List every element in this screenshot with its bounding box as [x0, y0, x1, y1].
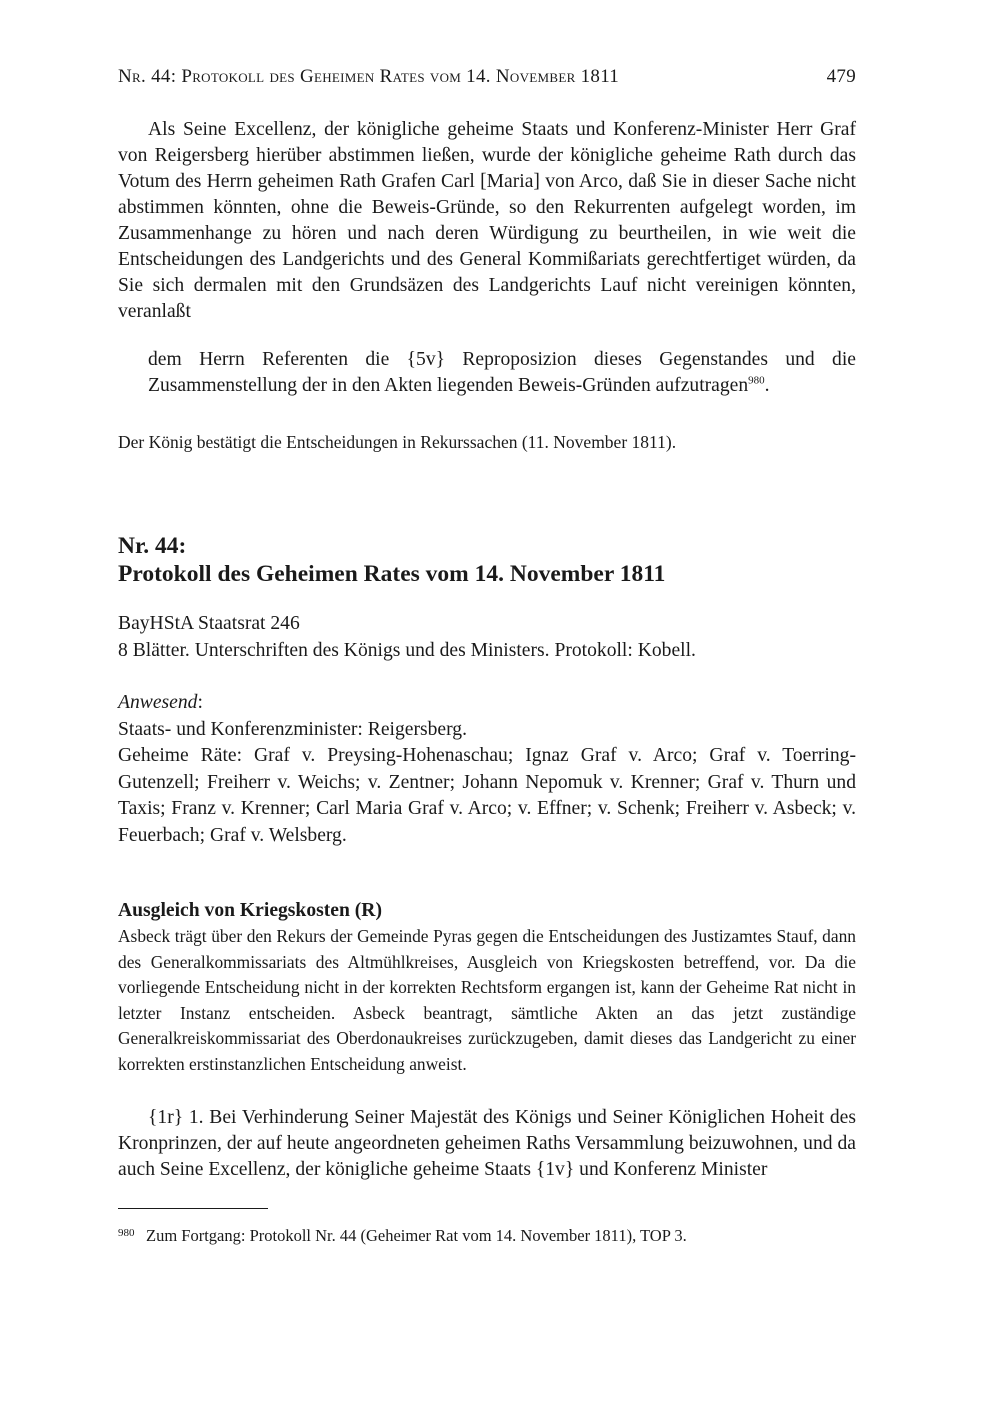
archive-info: [118, 610, 856, 664]
protocol-paragraph: {1r} 1. Bei Verhinderung Seiner Majestät des Königs und Seiner Königlichen Hoheit des Kronprinzen, der auf heute angeordneten geheimen Raths Versammlung beizuwohnen, und da auch Seine Excellenz, der königliche geheime Staats {1v} und Konferenz Minister: [118, 1107, 856, 1180]
running-head-title: Nr. 44: Protokoll des Geheimen Rates vom 14. November 1811: [118, 66, 620, 87]
continuation-paragraph: Als Seine Excellenz, der königliche geheime Staats und Konferenz-Minister Herr Graf von Reigersberg hierüber abstimmen ließen, wurde der königliche geheime Rath durch das Votum des Herrn geheimen Rath Grafen Carl [Maria] von Arco, daß Sie in dieser Sache nicht abstimmen könnten, ohne die Beweis-Gründe, so den Rekurrenten aufgelegt worden, im Zusammenhange zu hören und nach deren Würdigung zu beurtheilen, in wie weit die Entscheidungen des Landgerichts und des General Kommißariats gerechtfertiget würden, da Sie sich dermalen mit den Grundsäzen des Landgerichts Lauf nicht vereinigen könnten, veranlaßt: [118, 119, 856, 322]
footnote-reference[interactable]: 980: [748, 374, 765, 387]
resolution-paragraph: [148, 347, 856, 399]
footnote-divider: [118, 1208, 268, 1209]
attendance-label-suffix: :: [197, 692, 203, 713]
attendance-block: [118, 690, 856, 849]
footnote: [118, 1222, 856, 1247]
attendance-minister: Staats- und Konferenzminister: Reigersberg.: [118, 718, 467, 740]
agenda-item: [118, 898, 856, 1077]
running-head: [118, 66, 856, 88]
document-heading: [118, 532, 856, 588]
resolution-text: dem Herrn Referenten die {5v} Reproposizion dieses Gegenstandes und die Zusammenstellung der in den Akten liegenden Beweis-Gründen aufzutragen: [148, 349, 856, 396]
attendance-label: Anwesend: [118, 692, 198, 713]
attendance-heading: [118, 690, 856, 717]
archive-reference: BayHStA Staatsrat 246: [118, 613, 300, 634]
document-title: Protokoll des Geheimen Rates vom 14. November 1811: [118, 561, 666, 587]
document-number: Nr. 44:: [118, 533, 187, 559]
agenda-item-summary: Asbeck trägt über den Rekurs der Gemeinde Pyras gegen die Entscheidungen des Justizamtes Stauf, dann des Generalkommissariats des Altmühlkreises, Ausgleich von Kriegskosten betreffend, vor. Da die vorliegende Entscheidung nicht in der korrekten Rechtsform ergangen ist, kann der Geheime Rat nicht in letzter Instanz entscheiden. Asbeck beantragt, sämtliche Akten an das jetzt zuständige Generalkreiskommissariat des Oberdonaukreises zurückzugeben, damit dieses das Landgericht zu einer korrekten erstinstanzlichen Entscheidung anweist.: [118, 926, 856, 1074]
continuation-text: [118, 117, 856, 399]
previous-item-summary: Der König bestätigt die Entscheidungen in Rekurssachen (11. November 1811).: [118, 432, 677, 452]
agenda-item-title: Ausgleich von Kriegskosten (R): [118, 900, 382, 921]
footnote-text: Zum Fortgang: Protokoll Nr. 44 (Geheimer Rat vom 14. November 1811), TOP 3.: [146, 1226, 687, 1245]
footnote-number: 980: [118, 1227, 135, 1239]
page-number: 479: [826, 66, 856, 87]
document-description: 8 Blätter. Unterschriften des Königs und des Ministers. Protokoll: Kobell.: [118, 640, 696, 661]
resolution-end: .: [764, 375, 770, 396]
attendance-councillors: Geheime Räte: Graf v. Preysing-Hohenaschau; Ignaz Graf v. Arco; Graf v. Toerring-Gutenzell; Freiherr v. Weichs; v. Zentner; Johann Nepomuk v. Krenner; Graf v. Thurn und Taxis; Franz v. Krenner; Carl Maria Graf v. Arco; v. Effner; v. Schenk; Freiherr v. Asbeck; v. Feuerbach; Graf v. Welsberg.: [118, 745, 856, 846]
